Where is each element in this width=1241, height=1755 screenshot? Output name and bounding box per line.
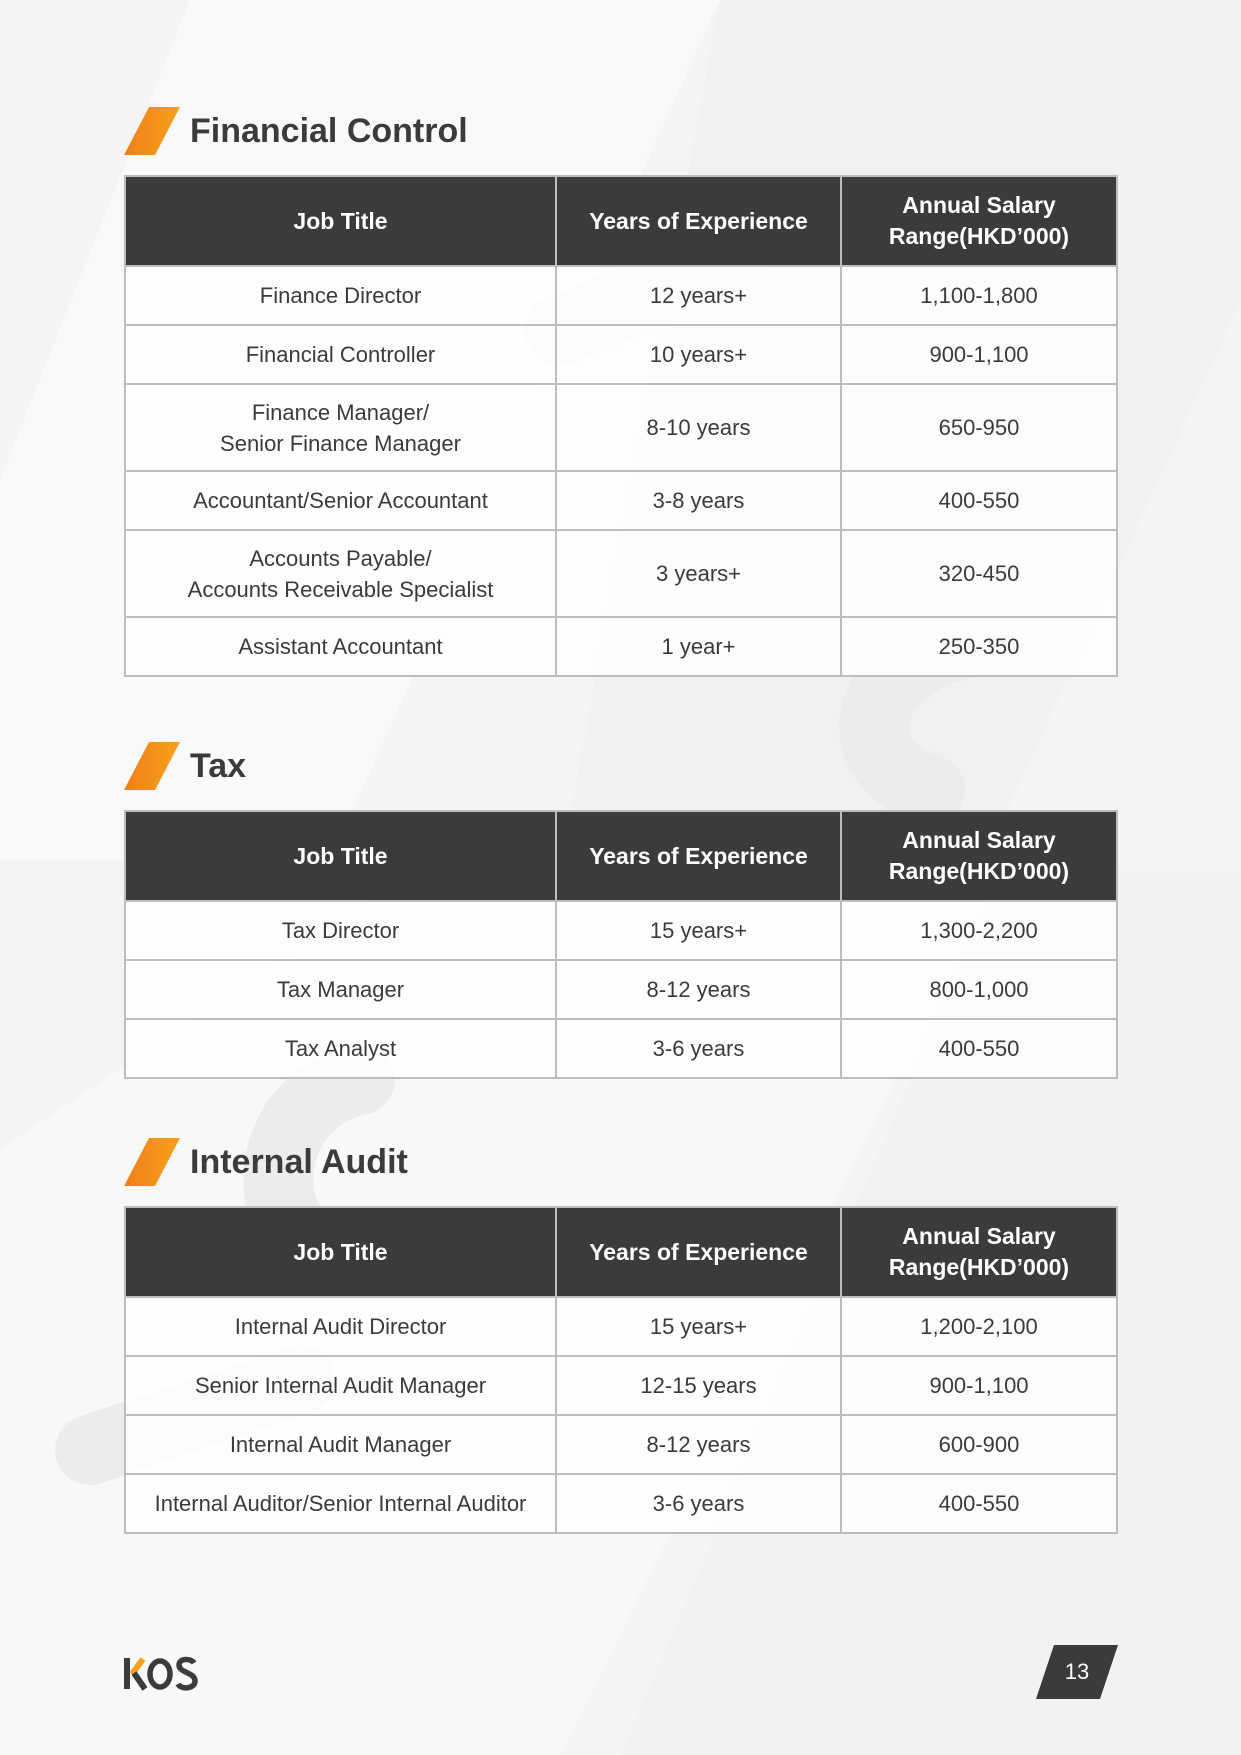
salary-cell: 1,100-1,800 bbox=[841, 266, 1117, 325]
experience-cell: 8-12 years bbox=[556, 1415, 841, 1474]
job-title-cell: Financial Controller bbox=[125, 325, 556, 384]
salary-cell: 650-950 bbox=[841, 384, 1117, 471]
section-title-internal-audit bbox=[124, 1137, 408, 1187]
experience-cell: 12 years+ bbox=[556, 266, 841, 325]
salary-cell: 900-1,100 bbox=[841, 325, 1117, 384]
job-title-cell: Finance Manager/ Senior Finance Manager bbox=[125, 384, 556, 471]
table-row bbox=[125, 1474, 1117, 1533]
table-internal-audit bbox=[124, 1206, 1118, 1534]
salary-cell: 1,300-2,200 bbox=[841, 901, 1117, 960]
salary-cell: 400-550 bbox=[841, 1019, 1117, 1078]
job-title-cell: Finance Director bbox=[125, 266, 556, 325]
orange-slash-icon bbox=[124, 107, 180, 155]
table-row bbox=[125, 1415, 1117, 1474]
experience-cell: 15 years+ bbox=[556, 1297, 841, 1356]
job-title-cell: Tax Analyst bbox=[125, 1019, 556, 1078]
page-number-badge bbox=[1036, 1645, 1118, 1699]
job-title-cell: Internal Auditor/Senior Internal Auditor bbox=[125, 1474, 556, 1533]
header-annual-salary: Annual Salary Range(HKD’000) bbox=[841, 1207, 1117, 1297]
header-annual-salary: Annual Salary Range(HKD’000) bbox=[841, 176, 1117, 266]
job-title-cell: Tax Director bbox=[125, 901, 556, 960]
experience-cell: 3-6 years bbox=[556, 1019, 841, 1078]
job-title-cell: Assistant Accountant bbox=[125, 617, 556, 676]
experience-cell: 12-15 years bbox=[556, 1356, 841, 1415]
experience-cell: 10 years+ bbox=[556, 325, 841, 384]
table-row bbox=[125, 1356, 1117, 1415]
job-title-cell: Tax Manager bbox=[125, 960, 556, 1019]
job-title-cell: Accounts Payable/ Accounts Receivable Specialist bbox=[125, 530, 556, 617]
experience-cell: 3-8 years bbox=[556, 471, 841, 530]
table-row bbox=[125, 266, 1117, 325]
table-row bbox=[125, 471, 1117, 530]
page-number: 13 bbox=[1064, 1659, 1090, 1684]
header-years-of-experience: Years of Experience bbox=[556, 1207, 841, 1297]
table-row bbox=[125, 1297, 1117, 1356]
experience-cell: 1 year+ bbox=[556, 617, 841, 676]
job-title-cell: Internal Audit Director bbox=[125, 1297, 556, 1356]
section-heading: Tax bbox=[190, 746, 247, 785]
experience-cell: 3-6 years bbox=[556, 1474, 841, 1533]
salary-cell: 320-450 bbox=[841, 530, 1117, 617]
header-annual-salary: Annual Salary Range(HKD’000) bbox=[841, 811, 1117, 901]
table-row bbox=[125, 901, 1117, 960]
orange-slash-icon bbox=[124, 742, 180, 790]
header-job-title: Job Title bbox=[125, 176, 556, 266]
header-job-title: Job Title bbox=[125, 811, 556, 901]
section-title-tax bbox=[124, 741, 246, 791]
table-row bbox=[125, 384, 1117, 471]
table-header-row bbox=[125, 811, 1117, 901]
section-heading: Internal Audit bbox=[190, 1142, 408, 1181]
header-years-of-experience: Years of Experience bbox=[556, 176, 841, 266]
table-row bbox=[125, 1019, 1117, 1078]
job-title-cell: Senior Internal Audit Manager bbox=[125, 1356, 556, 1415]
table-header-row bbox=[125, 176, 1117, 266]
salary-cell: 800-1,000 bbox=[841, 960, 1117, 1019]
job-title-cell: Internal Audit Manager bbox=[125, 1415, 556, 1474]
table-row bbox=[125, 530, 1117, 617]
header-years-of-experience: Years of Experience bbox=[556, 811, 841, 901]
experience-cell: 15 years+ bbox=[556, 901, 841, 960]
table-row bbox=[125, 617, 1117, 676]
table-header-row bbox=[125, 1207, 1117, 1297]
table-tax bbox=[124, 810, 1118, 1079]
salary-cell: 1,200-2,100 bbox=[841, 1297, 1117, 1356]
table-financial-control bbox=[124, 175, 1118, 677]
salary-cell: 400-550 bbox=[841, 1474, 1117, 1533]
table-row bbox=[125, 325, 1117, 384]
salary-cell: 600-900 bbox=[841, 1415, 1117, 1474]
salary-cell: 400-550 bbox=[841, 471, 1117, 530]
section-heading: Financial Control bbox=[190, 111, 468, 150]
salary-cell: 900-1,100 bbox=[841, 1356, 1117, 1415]
experience-cell: 8-12 years bbox=[556, 960, 841, 1019]
header-job-title: Job Title bbox=[125, 1207, 556, 1297]
orange-slash-icon bbox=[124, 1138, 180, 1186]
table-row bbox=[125, 960, 1117, 1019]
salary-cell: 250-350 bbox=[841, 617, 1117, 676]
kos-logo bbox=[123, 1654, 199, 1694]
section-title-financial-control bbox=[124, 106, 468, 156]
experience-cell: 3 years+ bbox=[556, 530, 841, 617]
job-title-cell: Accountant/Senior Accountant bbox=[125, 471, 556, 530]
experience-cell: 8-10 years bbox=[556, 384, 841, 471]
